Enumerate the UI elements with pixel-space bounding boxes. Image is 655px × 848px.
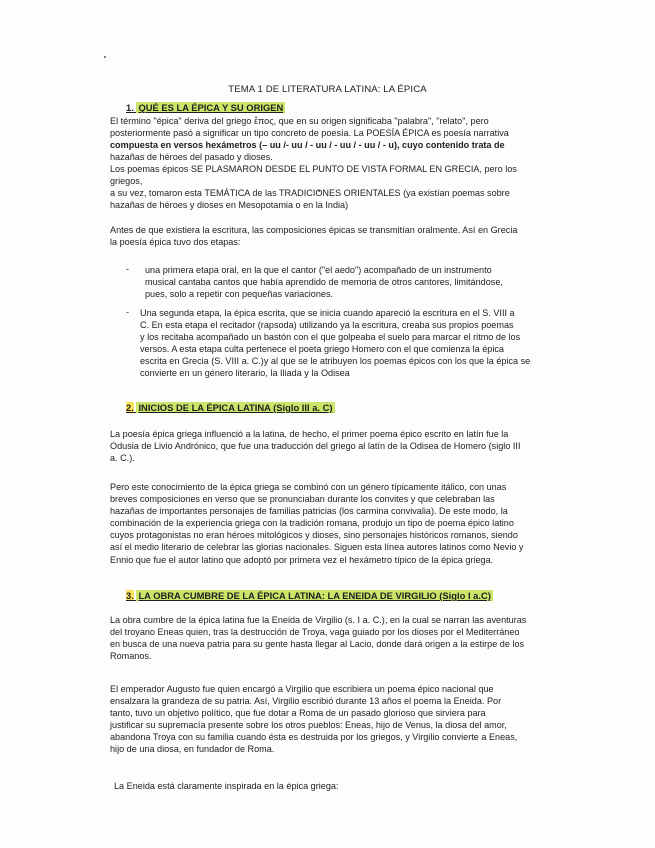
text-line: compuesta en versos hexámetros (– uu /- uu / - uu / - uu / - uu / - u), cuyo contenido trata de: [110, 140, 505, 151]
text-line: cuyos protagonistas no eran héroes mitológicos y dioses, sino personajes históricos romanos, siendo: [110, 530, 518, 541]
text-line: convierte en un género literario, la Iliada y la Odisea: [140, 368, 350, 379]
text-line: ensalzara la grandeza de su patria. Así, Virgilio escribió durante 13 años el poema la Eneida. Por: [110, 696, 502, 707]
section-title: INICIOS DE LA ÉPICA LATINA (Siglo III a. C): [138, 402, 333, 413]
text-line: La obra cumbre de la épica latina fue la Eneida de Virgilio (s. I a. C.), en la cual se narran las aventuras: [110, 615, 527, 625]
text-line: una primera etapa oral, en la que el cantor ("el aedo") acompañado de un instrumento: [145, 265, 492, 275]
text-line: musical cantaba cantos que había aprendido de memoria de otros cantores, limitándose,: [145, 277, 503, 288]
text-line: combinación de la experiencia griega con la tradición romana, produjo un tipo de poema épico latino: [110, 518, 514, 529]
bullet-item-oral: [145, 264, 555, 300]
s3-paragraph-2: [110, 683, 550, 756]
text-line: del troyano Eneas quien, tras la destrucción de Troya, vaga guiado por los dioses por el Mediterráneo: [110, 627, 520, 638]
text-line: La poesía épica griega influenció a la latina, de hecho, el primer poema épico escrito en latín fue la: [110, 429, 509, 439]
text-line: Antes de que existiera la escritura, las composiciones épicas se transmitían oralmente. Así en Grecia: [110, 225, 518, 235]
text-line: posteriormente pasó a significar un tipo concreto de poesía. La POESÍA ÉPICA es poesía narrativa: [110, 128, 509, 139]
page-title: TEMA 1 DE LITERATURA LATINA: LA ÉPICA: [228, 84, 427, 95]
s3-paragraph-3: [114, 780, 554, 792]
text-line: hijo de una diosa, en fundador de Roma.: [110, 744, 275, 755]
text-line: C. En esta etapa el recitador (rapsoda) utilizando ya la escritura, creaba sus propios poemas: [140, 320, 514, 331]
text-line: así el medio literario de celebrar las glorias nacionales. Siguen esta línea autores latinos como Nevio y: [110, 542, 524, 553]
text-line: Una segunda etapa, la épica escrita, que se inicia cuando apareció la escritura en el S. VIII a: [140, 308, 515, 318]
text-line: La Eneida está claramente inspirada en la épica griega:: [114, 781, 339, 791]
text-line: Ennio que fue el autor latino que adoptó por primera vez el hexámetro típico de la épica griega.: [110, 554, 494, 565]
section-title: LA OBRA CUMBRE DE LA ÉPICA LATINA: LA ENEIDA DE VIRGILIO (Siglo I a.C): [138, 590, 491, 601]
text-line: hazañas de héroes y dioses en Mesopotamia o en la India): [110, 200, 349, 211]
text-line: en busca de una nueva patria para su gente hasta llegar al Lacio, donde dará origen a la estirpe de los: [110, 639, 525, 650]
text-line: Romanos.: [110, 651, 152, 662]
text-line: hazañas de héroes del pasado y dioses.: [110, 152, 273, 163]
s2-paragraph-2: [110, 481, 550, 566]
section-title: QUÉ ES LA ÉPICA Y SU ORIGEN: [138, 102, 284, 113]
bullet-dash: -: [126, 307, 130, 317]
text-line: Pero este conocimiento de la épica griega se combinó con un género típicamente itálico, con unas: [110, 482, 507, 492]
text-line: Los poemas épicos SE PLASMARON DESDE EL PUNTO DE VISTA FORMAL EN GRECIA, pero los griegos,: [110, 164, 517, 187]
text-line: y los recitaba acompañado un bastón con el que golpeaba el suelo para marcar el ritmo de los: [140, 332, 521, 343]
text-line: breves composiciones en verso que se pronunciaban durante los convites y que celebraban las: [110, 494, 495, 505]
bullet-item-written: [140, 307, 550, 380]
text-line: hazañas de importantes personajes de familias patricias (los carmina convivalia). De este modo, la: [110, 506, 508, 517]
text-line: la poesía épica tuvo dos etapas:: [110, 237, 241, 248]
text-line: tanto, tuvo un objetivo político, que fue dotar a Roma de un pasado glorioso que sirviera para: [110, 708, 486, 719]
text-line: escrita en Grecia (S. VIII a. C.)y al que se le atribuyen los poemas épicos con los que la épica se: [140, 356, 531, 367]
section-2-heading: [126, 402, 335, 413]
text-line: pues, solo a repetir con pequeñas variaciones.: [145, 289, 334, 300]
s3-paragraph-1: [110, 614, 550, 662]
text-line: Odusia de Livio Andrónico, que fue una traducción del griego al latín de la Odisea de Homero (siglo III: [110, 441, 521, 452]
section-number: 2.: [126, 402, 134, 413]
text-line: justificar su supremacía presente sobre los otros pueblos: Eneas, hijo de Venus, la diosa del amor,: [110, 720, 507, 731]
scan-speck: [104, 56, 106, 58]
s1-paragraph-2: [110, 163, 550, 211]
bullet-dash: -: [126, 264, 130, 274]
section-number: 3.: [126, 590, 134, 601]
section-1-heading: [126, 102, 285, 113]
text-line: El término "épica" deriva del griego ἔπος, que en su origen significaba "palabra", "relato", pero: [110, 116, 489, 126]
section-3-heading: [126, 590, 493, 601]
text-line: versos. A esta etapa culta pertenece el poeta griego Homero con el que comienza la épica: [140, 344, 504, 355]
text-line: abandona Troya con su familia cuando ésta es destruida por los griegos, y Virgilio convierte a Eneas,: [110, 732, 518, 743]
text-line: El emperador Augusto fue quien encargó a Virgilio que escribiera un poema épico nacional que: [110, 684, 494, 694]
section-number: 1.: [126, 102, 134, 113]
s1-paragraph-3: [110, 224, 550, 248]
text-line: a. C.).: [110, 453, 135, 464]
text-line: a su vez, tomaron esta TEMÁTICA de las TRADICIONES ORIENTALES (ya existían poemas sobre: [110, 188, 510, 199]
s2-paragraph-1: [110, 428, 550, 464]
s1-paragraph-1: [110, 115, 550, 163]
